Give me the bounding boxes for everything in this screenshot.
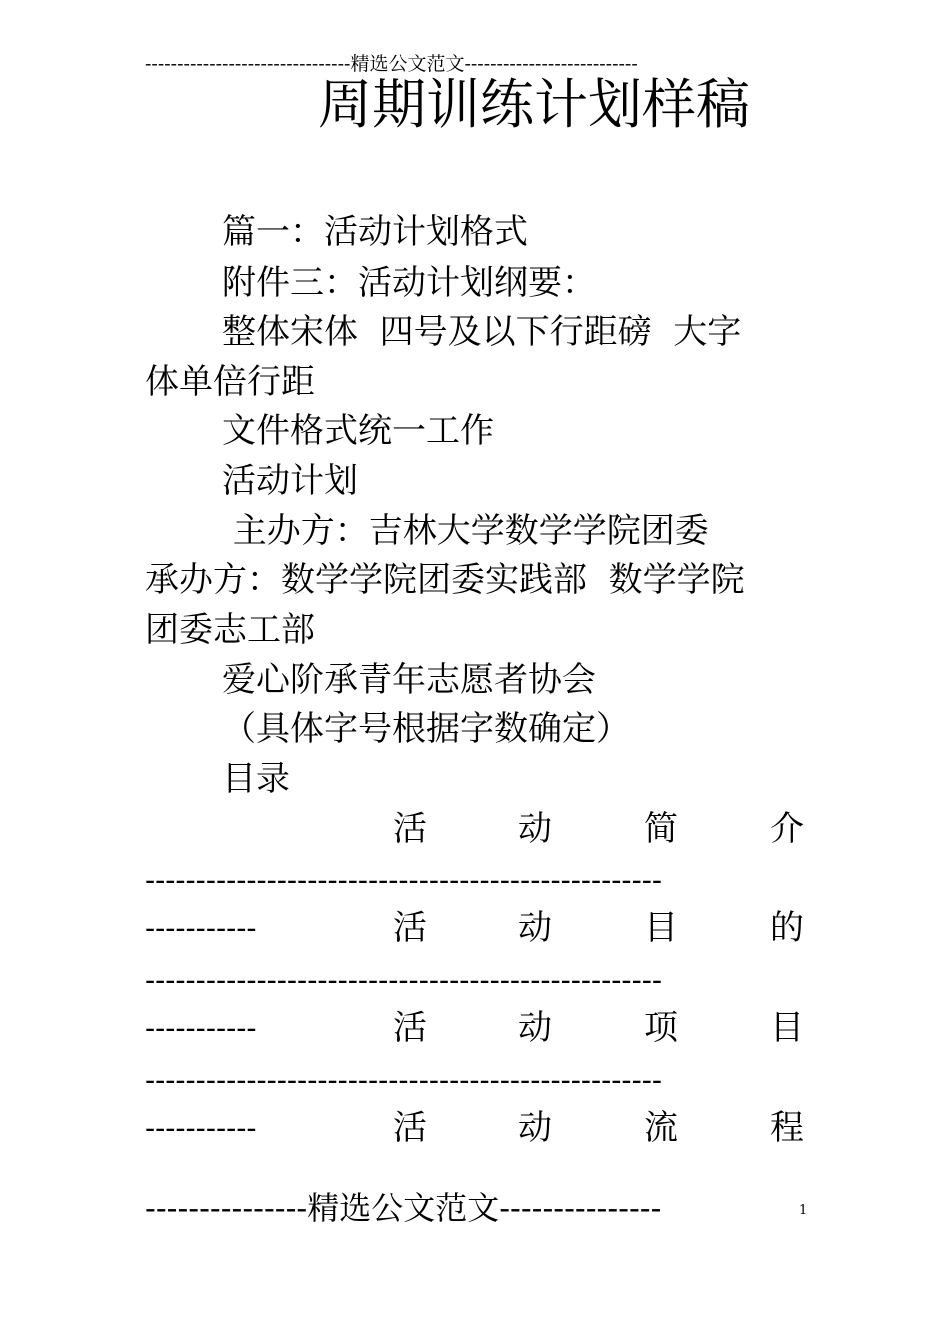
toc-char: 活 [393,1108,427,1148]
toc-char: 动 [518,908,552,948]
page-header: --------------------------------精选公文范文--------------------------- [145,53,638,75]
paragraph: 主办方：吉林大学数学学院团委 [222,511,709,551]
toc-char: 动 [518,809,552,849]
paragraph: 目录 [222,759,290,799]
paragraph: 活动计划 [222,461,358,501]
paragraph: 附件三：活动计划纲要： [222,263,596,303]
document-title: 周期训练计划样稿 [318,73,750,136]
toc-leader-line: --------------------------------------------------- [145,963,662,998]
paragraph: （具体字号根据字数确定） [222,709,630,749]
toc-leader-line: --------------------------------------------------- [145,863,662,898]
toc-leader: ----------- [145,911,257,946]
toc-char: 流 [644,1108,678,1148]
toc-leader: ----------- [145,1011,257,1046]
toc-char: 活 [393,1008,427,1048]
toc-leader: ----------- [145,1111,257,1146]
toc-char: 程 [770,1108,804,1148]
paragraph: 承办方：数学学院团委实践部 数学学院 [145,560,745,600]
paragraph: 篇一：活动计划格式 [222,212,528,252]
toc-char: 动 [518,1108,552,1148]
toc-char: 活 [393,809,427,849]
toc-char: 项 [644,1008,678,1048]
page-footer: ---------------精选公文范文--------------- [145,1189,662,1227]
paragraph: 体单倍行距 [145,362,315,402]
paragraph: 团委志工部 [145,610,315,650]
paragraph: 整体宋体 四号及以下行距磅 大字 [222,312,742,352]
toc-char: 活 [393,908,427,948]
toc-char: 目 [644,908,678,948]
paragraph: 文件格式统一工作 [222,411,494,451]
toc-char: 简 [644,809,678,849]
toc-char: 动 [518,1008,552,1048]
toc-leader-line: --------------------------------------------------- [145,1063,662,1098]
paragraph: 爱心阶承青年志愿者协会 [222,660,596,700]
toc-char: 目 [770,1008,804,1048]
toc-char: 介 [770,809,804,849]
page-number: 1 [799,1203,808,1218]
toc-char: 的 [770,908,804,948]
